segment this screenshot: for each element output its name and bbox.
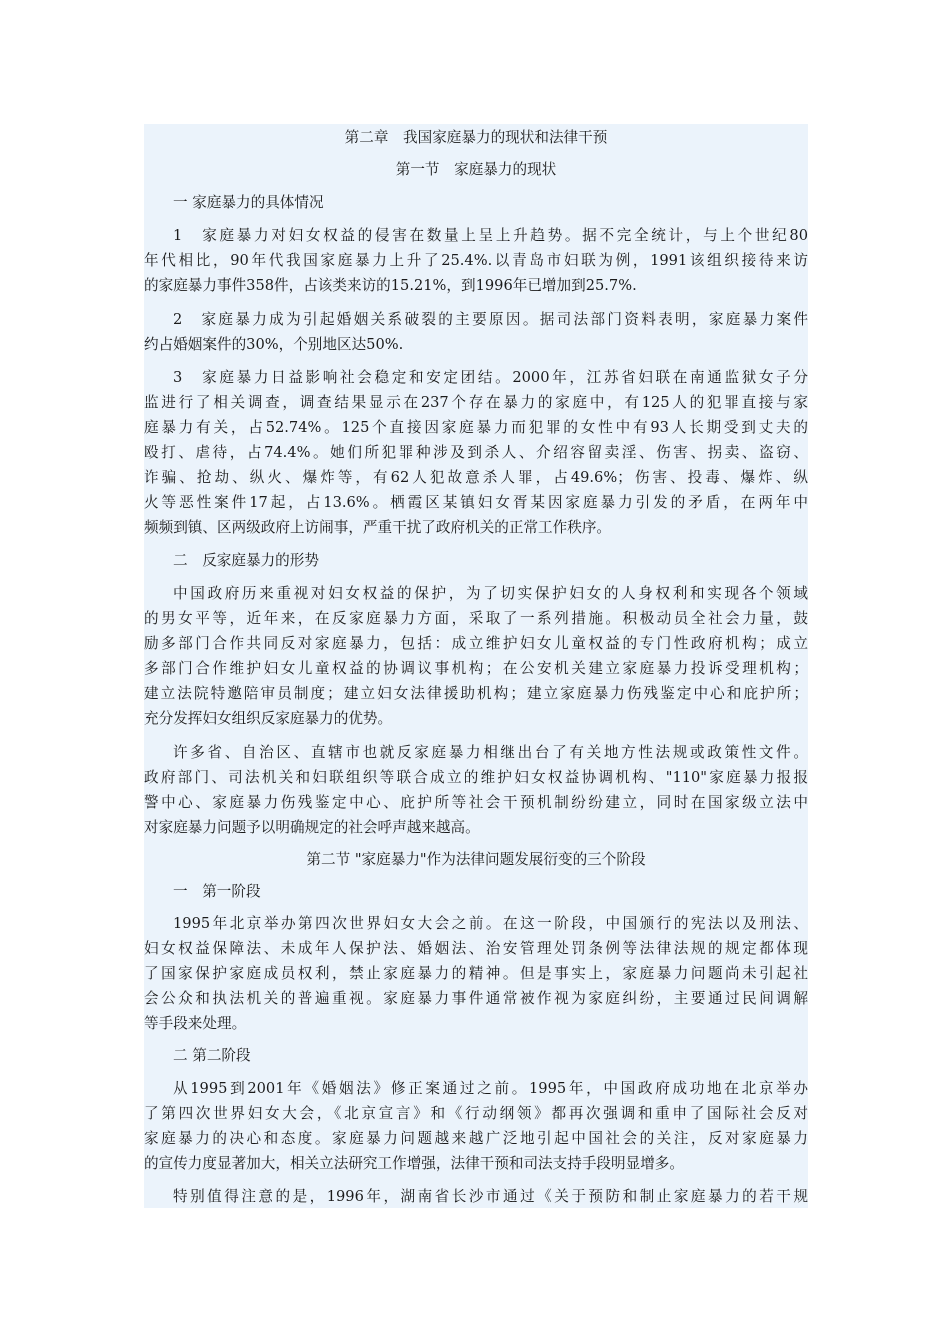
paragraph-line: 3 家庭暴力日益影响社会稳定和安定团结。2000年，江苏省妇联在南通监狱女子分 bbox=[173, 369, 808, 386]
subheading: 一 家庭暴力的具体情况 bbox=[173, 194, 324, 211]
paragraph-line: 年代相比，90年代我国家庭暴力上升了25.4%.以青岛市妇联为例，1991该组织接待来访 bbox=[144, 252, 808, 269]
paragraph-line: 殴打、虐待，占74.4%。她们所犯罪种涉及到杀人、介绍容留卖淫、伤害、拐卖、盗窃、 bbox=[144, 444, 808, 461]
subheading: 一 第一阶段 bbox=[173, 883, 261, 900]
subheading: 二 反家庭暴力的形势 bbox=[173, 552, 319, 569]
paragraph-line: 了国家保护家庭成员权利，禁止家庭暴力的精神。但是事实上，家庭暴力问题尚未引起社 bbox=[144, 965, 808, 982]
paragraph-line: 特别值得注意的是，1996年，湖南省长沙市通过《关于预防和制止家庭暴力的若干规 bbox=[173, 1188, 808, 1205]
paragraph-line: 建立法院特邀陪审员制度；建立妇女法律援助机构；建立家庭暴力伤残鉴定中心和庇护所； bbox=[144, 685, 808, 702]
paragraph-line: 多部门合作维护妇女儿童权益的协调议事机构；在公安机关建立家庭暴力投诉受理机构； bbox=[144, 660, 808, 677]
section-title: 第一节 家庭暴力的现状 bbox=[395, 161, 557, 178]
paragraph-line: 励多部门合作共同反对家庭暴力，包括：成立维护妇女儿童权益的专门性政府机构；成立 bbox=[144, 635, 808, 652]
paragraph-line: 政府部门、司法机关和妇联组织等联合成立的维护妇女权益协调机构、"110"家庭暴力报报 bbox=[144, 769, 808, 786]
paragraph-line: 警中心、家庭暴力伤残鉴定中心、庇护所等社会干预机制纷纷建立，同时在国家级立法中 bbox=[144, 794, 808, 811]
paragraph-line: 1995年北京举办第四次世界妇女大会之前。在这一阶段，中国颁行的宪法以及刑法、 bbox=[173, 915, 808, 932]
paragraph-line: 对家庭暴力问题予以明确规定的社会呼声越来越高。 bbox=[144, 819, 480, 836]
paragraph-line: 了第四次世界妇女大会，《北京宣言》和《行动纲领》都再次强调和重申了国际社会反对 bbox=[144, 1105, 808, 1122]
paragraph-line: 约占婚姻案件的30%，个别地区达50%. bbox=[144, 336, 404, 353]
paragraph-line: 火等恶性案件17起，占13.6%。栖霞区某镇妇女胥某因家庭暴力引发的矛盾，在两年中 bbox=[144, 494, 808, 511]
paragraph-line: 频频到镇、区两级政府上访闹事，严重干扰了政府机关的正常工作秩序。 bbox=[144, 519, 612, 536]
paragraph-line: 许多省、自治区、直辖市也就反家庭暴力相继出台了有关地方性法规或政策性文件。 bbox=[173, 744, 808, 761]
paragraph-line: 会公众和执法机关的普遍重视。家庭暴力事件通常被作视为家庭纠纷，主要通过民间调解 bbox=[144, 990, 808, 1007]
paragraph-line: 庭暴力有关，占52.74%。125个直接因家庭暴力而犯罪的女性中有93人长期受到丈夫的 bbox=[144, 419, 808, 436]
paragraph-line: 监进行了相关调查，调查结果显示在237个存在暴力的家庭中，有125人的犯罪直接与家 bbox=[144, 394, 808, 411]
section-title: 第二节 "家庭暴力"作为法律问题发展衍变的三个阶段 bbox=[306, 851, 646, 868]
paragraph-line: 1 家庭暴力对妇女权益的侵害在数量上呈上升趋势。据不完全统计，与上个世纪80 bbox=[173, 227, 808, 244]
paragraph-line: 等手段来处理。 bbox=[144, 1015, 247, 1032]
subheading: 二 第二阶段 bbox=[173, 1047, 251, 1064]
paragraph-line: 诈骗、抢劫、纵火、爆炸等，有62人犯故意杀人罪，占49.6%；伤害、投毒、爆炸、纵 bbox=[144, 469, 808, 486]
paragraph-line: 充分发挥妇女组织反家庭暴力的优势。 bbox=[144, 710, 393, 727]
paragraph-line: 的男女平等，近年来，在反家庭暴力方面，采取了一系列措施。积极动员全社会力量，鼓 bbox=[144, 610, 808, 627]
paragraph-line: 2 家庭暴力成为引起婚姻关系破裂的主要原因。据司法部门资料表明，家庭暴力案件 bbox=[173, 311, 808, 328]
paragraph-line: 中国政府历来重视对妇女权益的保护，为了切实保护妇女的人身权利和实现各个领域 bbox=[173, 585, 808, 602]
document-page bbox=[144, 124, 808, 1208]
paragraph-line: 妇女权益保障法、未成年人保护法、婚姻法、治安管理处罚条例等法律法规的规定都体现 bbox=[144, 940, 808, 957]
chapter-title: 第二章 我国家庭暴力的现状和法律干预 bbox=[344, 129, 608, 146]
paragraph-line: 从1995到2001年《婚姻法》修正案通过之前。1995年，中国政府成功地在北京举办 bbox=[173, 1080, 808, 1097]
paragraph-line: 的家庭暴力事件358件，占该类来访的15.21%，到1996年已增加到25.7%. bbox=[144, 277, 637, 294]
paragraph-line: 家庭暴力的决心和态度。家庭暴力问题越来越广泛地引起中国社会的关注，反对家庭暴力 bbox=[144, 1130, 808, 1147]
paragraph-line: 的宣传力度显著加大，相关立法研究工作增强，法律干预和司法支持手段明显增多。 bbox=[144, 1155, 684, 1172]
